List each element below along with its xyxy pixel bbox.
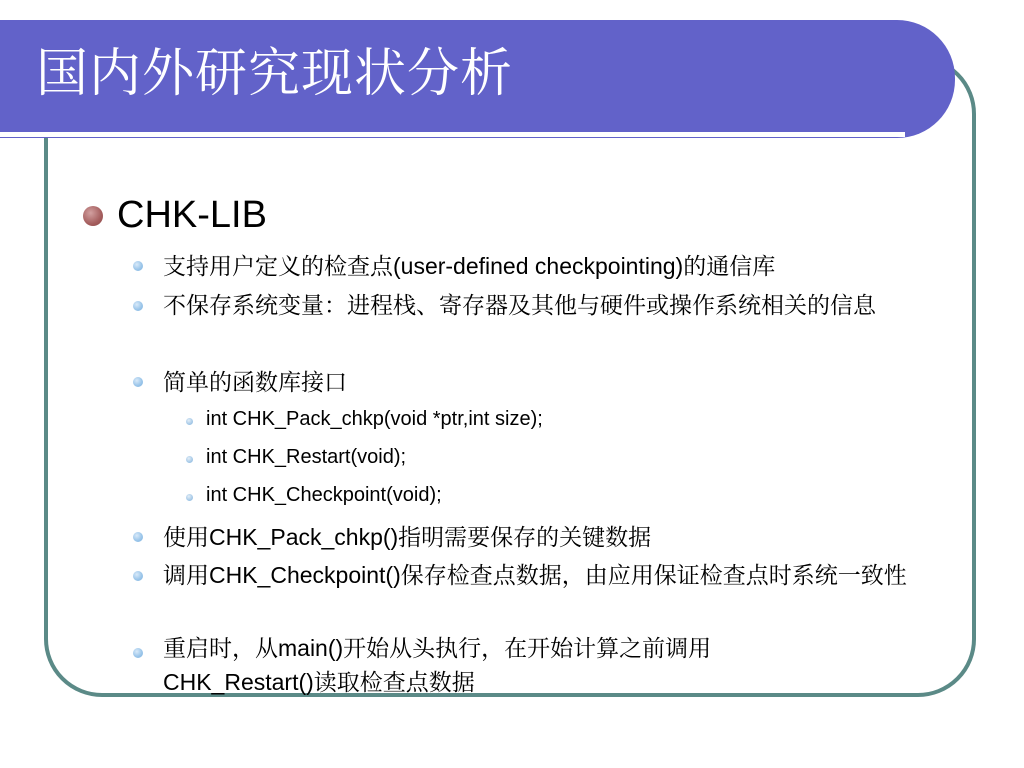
content-heading: CHK-LIB — [117, 194, 267, 236]
bullet-icon — [133, 301, 143, 311]
list-item: 重启时，从main()开始从头执行，在开始计算之前调用CHK_Restart()读取检查点数据 — [163, 635, 712, 695]
list-item: 不保存系统变量：进程栈、寄存器及其他与硬件或操作系统相关的信息 — [163, 292, 876, 318]
bullet-icon — [133, 532, 143, 542]
bullet-icon — [186, 418, 193, 425]
list-item: 调用CHK_Checkpoint()保存检查点数据，由应用保证检查点时系统一致性 — [163, 562, 907, 588]
bullet-icon — [186, 456, 193, 463]
bullet-icon — [83, 206, 103, 226]
list-item: 支持用户定义的检查点(user-defined checkpointing)的通信库 — [163, 253, 776, 279]
list-item: int CHK_Checkpoint(void); — [206, 484, 442, 506]
bullet-icon — [133, 261, 143, 271]
list-item: 简单的函数库接口 — [163, 369, 347, 395]
bullet-icon — [133, 571, 143, 581]
bullet-icon — [186, 494, 193, 501]
list-item: int CHK_Restart(void); — [206, 446, 407, 468]
list-item: 使用CHK_Pack_chkp()指明需要保存的关键数据 — [163, 524, 652, 550]
list-item: int CHK_Pack_chkp(void *ptr,int size); — [206, 408, 543, 430]
bullet-icon — [133, 648, 143, 658]
slide-title: 国内外研究现状分析 — [36, 44, 514, 104]
bullet-icon — [133, 377, 143, 387]
